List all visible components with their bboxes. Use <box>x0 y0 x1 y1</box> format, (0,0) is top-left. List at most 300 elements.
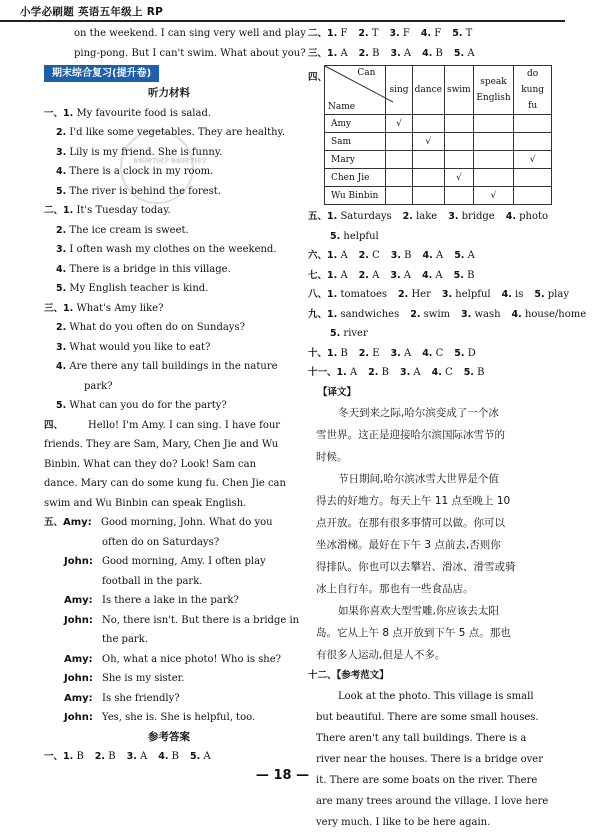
answer-item <box>337 367 358 378</box>
dialog-line <box>44 533 294 553</box>
answer-row <box>308 227 552 247</box>
dialog-line <box>44 669 294 689</box>
answer-row <box>308 285 569 305</box>
item-number: 1. <box>327 308 338 320</box>
item-number: 3. <box>390 47 401 59</box>
answer-item <box>327 289 387 300</box>
dialog-text: the park. <box>102 634 148 645</box>
item-text: B <box>76 751 84 762</box>
answer-item <box>390 270 411 281</box>
dialog-text: football in the park. <box>102 575 203 587</box>
item-number: 5. <box>452 28 463 39</box>
table-cell <box>386 187 412 205</box>
item-text: There is a clock in my room. <box>69 166 214 177</box>
list-item <box>44 182 294 202</box>
item-number: 1. <box>63 107 74 119</box>
speaker-name: John: <box>64 712 93 723</box>
answer-item <box>327 28 347 39</box>
item-number: 2. <box>358 347 370 359</box>
item-number: 1. <box>336 367 347 378</box>
item-text: A <box>403 269 411 281</box>
item-number: 5. <box>330 328 341 339</box>
section-label: 一、 <box>44 751 64 762</box>
table-cell <box>412 115 444 133</box>
table-row <box>325 133 552 151</box>
item-number: 4. <box>158 751 169 762</box>
row-name: Sam <box>325 133 386 151</box>
item-number: 5. <box>330 230 341 242</box>
item-text: photo <box>519 211 549 222</box>
answer-item <box>158 751 179 762</box>
section-label: 十二、 <box>308 670 337 681</box>
list-item <box>44 240 294 260</box>
column-header: swim <box>444 66 473 115</box>
check-mark: √ <box>425 136 432 147</box>
item-text: B <box>381 367 389 378</box>
list-item <box>44 396 294 416</box>
item-number: 1. <box>327 28 338 39</box>
dialog-line <box>44 513 294 533</box>
item-number: 4. <box>501 289 512 300</box>
answer-item <box>403 211 438 222</box>
dialog-text: Good morning, Amy. I often play <box>102 556 266 567</box>
answers-section-10 <box>308 344 552 364</box>
answer-item <box>368 367 389 378</box>
check-mark: √ <box>455 172 462 183</box>
speaker-name: Amy: <box>63 517 92 528</box>
header-title: 小学必刷题 英语五年级上 RP <box>20 6 164 18</box>
speaker-name: Amy: <box>64 653 93 665</box>
translation-line: 雪世界。这正是迎接哈尔滨国际冰雪节的 <box>316 429 505 441</box>
page-header <box>0 0 565 22</box>
answer-item <box>400 367 421 378</box>
list-item <box>44 123 294 143</box>
row-name: Amy <box>325 115 386 133</box>
passage-line: Binbin. What can they do? Look! Sam can <box>44 458 257 470</box>
item-number: 2. <box>358 269 369 281</box>
item-text: Are there any tall buildings in the nature <box>69 361 278 372</box>
answer-item <box>422 48 443 59</box>
answer-item <box>190 751 211 762</box>
item-number: 3. <box>390 269 401 281</box>
answers-section-6 <box>308 246 552 266</box>
answers-title: 参考答案 <box>148 730 190 743</box>
item-number: 4. <box>422 250 433 261</box>
listening-section-1 <box>44 104 294 202</box>
list-item <box>44 338 294 358</box>
table-cell <box>514 133 552 151</box>
item-text: There is a bridge in this village. <box>69 263 231 275</box>
translation-line: 得去的好地方。每天上午 11 点至晚上 10 <box>316 495 511 507</box>
section-label: 三、 <box>44 302 64 314</box>
item-text: F <box>434 28 442 39</box>
item-text: The ice cream is sweet. <box>69 224 189 236</box>
listening-section-4 <box>44 416 294 514</box>
item-text: It's Tuesday today. <box>76 205 171 216</box>
item-text: C <box>445 367 453 378</box>
item-number: 4. <box>56 166 67 177</box>
item-number: 3. <box>448 211 459 222</box>
section-label: 四、 <box>44 419 64 431</box>
column-header: dance <box>412 66 444 115</box>
section-label: 八、 <box>308 289 328 300</box>
item-number: 5. <box>453 269 464 281</box>
answer-item <box>461 309 501 320</box>
dialog-line <box>44 552 294 572</box>
answers-section-4 <box>308 65 552 205</box>
item-number: 3. <box>56 341 67 353</box>
row-name: Chen Jie <box>325 169 386 187</box>
answer-item <box>410 309 450 320</box>
dialog-line <box>44 572 294 592</box>
answer-row <box>308 24 552 44</box>
listening-section-5 <box>44 513 300 728</box>
answer-item <box>502 289 524 300</box>
item-text: A <box>467 47 475 59</box>
table-cell <box>444 115 473 133</box>
item-number: 3. <box>441 289 453 300</box>
item-text: is <box>515 289 524 300</box>
translation-line: 冬天到来之际,哈尔滨变成了一个冰 <box>338 407 499 419</box>
answer-item <box>359 348 380 359</box>
item-number: 4. <box>422 347 433 359</box>
left-column <box>44 24 306 767</box>
answer-item <box>454 250 475 261</box>
essay-title-row <box>308 666 552 686</box>
answer-item <box>390 48 411 59</box>
item-text: What do you often do on Sundays? <box>69 322 245 333</box>
section-label: 二、 <box>44 205 64 216</box>
section-label: 二、 <box>308 28 328 39</box>
answer-item <box>512 309 587 320</box>
list-item <box>44 221 294 241</box>
answers-section-3 <box>308 44 552 64</box>
list-item <box>44 104 294 124</box>
speaker-name: Amy: <box>64 595 93 606</box>
item-text: tomatoes <box>340 289 388 300</box>
answers-section-1 <box>44 747 294 767</box>
item-text: A <box>340 250 348 261</box>
item-number: 2. <box>94 751 106 762</box>
table-row <box>325 169 552 187</box>
answer-item <box>327 250 348 261</box>
section-label: 一、 <box>44 107 64 119</box>
item-number: 1. <box>327 269 338 281</box>
item-number: 1. <box>63 302 74 314</box>
item-text: Lily is my friend. She is funny. <box>69 146 223 158</box>
item-text: I'd like some vegetables. They are healthy. <box>69 127 286 138</box>
item-number: 4. <box>431 367 442 378</box>
intro-line: on the weekend. I can sing very well and play <box>74 28 306 39</box>
item-number: 1. <box>327 250 338 261</box>
item-text: bridge <box>461 211 495 222</box>
item-number: 2. <box>56 322 67 333</box>
translation-line: 冰上自行车。那也有一些食品店。 <box>316 583 474 595</box>
answer-item <box>452 28 472 39</box>
list-item <box>44 201 294 221</box>
table-cell <box>386 133 412 151</box>
table-cell <box>386 115 412 133</box>
item-number: 5. <box>453 47 465 59</box>
answer-item <box>464 367 485 378</box>
answer-row <box>308 246 552 266</box>
item-text: T <box>465 28 473 39</box>
item-number: 4. <box>56 361 67 372</box>
answers-section-7 <box>308 266 552 286</box>
table-cell <box>386 169 412 187</box>
answer-item <box>442 289 491 300</box>
item-text: I often wash my clothes on the weekend. <box>69 244 277 255</box>
dialog-text: often do on Saturdays? <box>102 536 220 548</box>
list-item <box>44 377 294 397</box>
answer-item <box>327 348 348 359</box>
ability-table <box>324 65 552 205</box>
essay-line: very much. I like to be here again. <box>316 816 491 828</box>
table-row <box>325 115 552 133</box>
answer-row <box>44 747 294 767</box>
answer-row <box>308 324 552 344</box>
item-text: My favourite food is salad. <box>76 107 212 119</box>
list-item <box>44 318 294 338</box>
answer-row <box>308 266 552 286</box>
table-cell <box>514 151 552 169</box>
answer-item <box>432 367 453 378</box>
answer-row <box>308 305 587 325</box>
answer-row <box>308 344 552 364</box>
item-text: E <box>372 347 380 359</box>
translation-line: 点开放。在那有很多事情可以做。你可以 <box>316 517 505 529</box>
dialog-text: Yes, she is. She is helpful, too. <box>102 712 256 723</box>
passage-line: swim and Wu Binbin can speak English. <box>44 497 247 509</box>
listening-section-3 <box>44 299 294 416</box>
answer-item <box>330 328 368 339</box>
table-cell <box>444 133 473 151</box>
answer-item <box>127 751 148 762</box>
item-text: Her <box>411 289 431 300</box>
item-number: 1. <box>63 751 74 762</box>
item-text: T <box>371 28 379 39</box>
answer-item <box>448 211 495 222</box>
dialog-line <box>44 591 294 611</box>
item-text: play <box>547 289 569 300</box>
listening-title: 听力材料 <box>148 87 190 99</box>
check-mark: √ <box>529 154 536 165</box>
table-cell <box>473 187 514 205</box>
item-text: D <box>467 347 476 359</box>
item-text: wash <box>474 308 501 320</box>
right-column <box>308 24 587 833</box>
answer-item <box>422 348 443 359</box>
translation-title-row <box>308 383 552 403</box>
answer-item <box>423 250 444 261</box>
answer-item <box>359 48 380 59</box>
item-text: What's Amy like? <box>76 302 164 314</box>
translation-title: 【译文】 <box>318 386 357 398</box>
row-name: Wu Binbin <box>325 187 386 205</box>
answers-section-11 <box>308 363 552 383</box>
item-text: B <box>171 751 180 762</box>
item-text: A <box>349 367 358 378</box>
item-text: helpful <box>455 289 491 300</box>
passage-line: friends. They are Sam, Mary, Chen Jie and Wu <box>44 439 279 450</box>
answer-row <box>308 363 552 383</box>
essay-line: There aren't any tall buildings. There is a <box>316 732 527 744</box>
answer-item <box>359 270 380 281</box>
table-cell <box>444 151 473 169</box>
item-number: 4. <box>420 28 432 39</box>
item-text: C <box>435 347 444 359</box>
table-cell <box>473 115 514 133</box>
answer-item <box>327 270 348 281</box>
section-label: 四、 <box>308 72 328 83</box>
list-item <box>44 260 294 280</box>
item-number: 2. <box>368 367 379 378</box>
section-label: 五、 <box>44 517 64 528</box>
item-number: 5. <box>56 400 67 411</box>
column-header: do kung fu <box>514 66 552 115</box>
table-cell <box>473 151 514 169</box>
check-mark: √ <box>396 118 402 129</box>
item-number: 1. <box>327 347 338 359</box>
item-text: B <box>372 47 380 59</box>
section-label: 五、 <box>308 211 328 222</box>
answer-item <box>327 211 392 222</box>
section-label: 十一、 <box>308 367 337 378</box>
dialog-line <box>44 630 294 650</box>
answer-item <box>391 348 412 359</box>
review-banner-row <box>44 63 294 84</box>
item-text: house/home <box>524 308 587 320</box>
answer-item <box>327 48 348 59</box>
dialog-text: She is my sister. <box>102 673 185 684</box>
item-text: F <box>340 28 348 39</box>
item-text: C <box>372 250 380 261</box>
table-cell <box>514 169 552 187</box>
column-header: sing <box>386 66 412 115</box>
essay-line: river near the houses. There is a bridge over <box>316 753 543 765</box>
list-item <box>44 299 294 319</box>
item-text: park? <box>84 380 113 392</box>
item-number: 1. <box>327 211 338 222</box>
table-cell <box>473 133 514 151</box>
item-number: 4. <box>56 263 67 275</box>
row-name: Mary <box>325 151 386 169</box>
answer-item <box>327 309 399 320</box>
dialog-text: Oh, what a nice photo! Who is she? <box>102 653 282 665</box>
essay-title: 【参考范文】 <box>336 670 389 681</box>
essay-line: are many trees around the village. I love here <box>316 795 549 807</box>
answer-item <box>359 250 380 261</box>
item-text: helpful <box>343 230 379 242</box>
table-cell <box>412 187 444 205</box>
item-number: 2. <box>56 224 67 236</box>
answer-item <box>454 270 475 281</box>
item-text: B <box>340 347 348 359</box>
item-number: 1. <box>63 205 74 216</box>
column-header: speak English <box>473 66 514 115</box>
list-item <box>44 279 294 299</box>
page-number: — 18 — <box>255 768 310 783</box>
table-cell <box>444 187 473 205</box>
essay-line: it. There are some boats on the river. There <box>316 774 538 786</box>
item-number: 5. <box>56 283 67 294</box>
item-number: 5. <box>190 751 201 762</box>
table-cell <box>412 151 444 169</box>
item-text: A <box>340 269 348 281</box>
section-label: 七、 <box>308 269 328 281</box>
item-text: B <box>477 367 485 378</box>
header-rule <box>0 20 565 22</box>
item-number: 3. <box>390 250 401 261</box>
translation-line: 得排队。你也可以去攀岩、滑冰、滑雪或骑 <box>316 561 516 573</box>
item-number: 3. <box>399 367 411 378</box>
answer-item <box>389 28 409 39</box>
item-number: 1. <box>327 289 338 300</box>
list-item <box>44 162 294 182</box>
item-number: 5. <box>534 289 545 300</box>
item-number: 3. <box>56 244 67 255</box>
dialog-text: Good morning, John. What do you <box>101 517 273 528</box>
item-text: What would you like to eat? <box>69 341 211 353</box>
item-number: 5. <box>463 367 474 378</box>
item-number: 3. <box>389 28 400 39</box>
item-text: A <box>203 751 211 762</box>
speaker-name: Amy: <box>64 692 93 704</box>
item-number: 2. <box>410 308 421 320</box>
corner-bottom-label: Name <box>328 102 356 112</box>
table-corner <box>325 66 386 115</box>
item-text: The river is behind the forest. <box>69 185 221 197</box>
translation-line: 有很多人运动,但是人不多。 <box>316 649 446 661</box>
table-cell <box>514 115 552 133</box>
dialog-line <box>44 708 294 728</box>
table-cell <box>444 169 473 187</box>
review-banner: 期末综合复习(提升卷) <box>44 65 159 82</box>
item-text: A <box>435 269 443 281</box>
item-number: 2. <box>358 47 369 59</box>
answer-row <box>308 207 552 227</box>
section-label: 九、 <box>308 308 328 320</box>
item-text: sandwiches <box>340 308 400 320</box>
answer-item <box>391 250 412 261</box>
speaker-name: John: <box>64 556 93 567</box>
answer-row <box>308 44 552 64</box>
item-text: swim <box>423 308 451 320</box>
speaker-name: John: <box>64 673 93 684</box>
speaker-name: John: <box>64 614 93 626</box>
item-number: 4. <box>422 47 433 59</box>
item-number: 3. <box>390 347 401 359</box>
dialog-text: No, there isn't. But there is a bridge in <box>102 614 300 626</box>
dialog-text: Is there a lake in the park? <box>102 595 239 606</box>
translation-line: 节日期间,哈尔滨冰雪大世界是个值 <box>338 473 499 485</box>
answer-item <box>422 270 443 281</box>
answers-section-5 <box>308 207 552 246</box>
answer-item <box>398 289 431 300</box>
answers-section-2 <box>308 24 552 44</box>
item-number: 2. <box>398 289 409 300</box>
answer-item <box>63 751 84 762</box>
answers-section-8 <box>308 285 569 305</box>
item-text: A <box>340 47 348 59</box>
list-item <box>44 357 294 377</box>
answer-item <box>454 348 475 359</box>
item-text: B <box>404 250 412 261</box>
item-text: B <box>108 751 116 762</box>
table-cell <box>514 187 552 205</box>
table-cell <box>412 133 444 151</box>
section-label: 十、 <box>308 347 328 359</box>
